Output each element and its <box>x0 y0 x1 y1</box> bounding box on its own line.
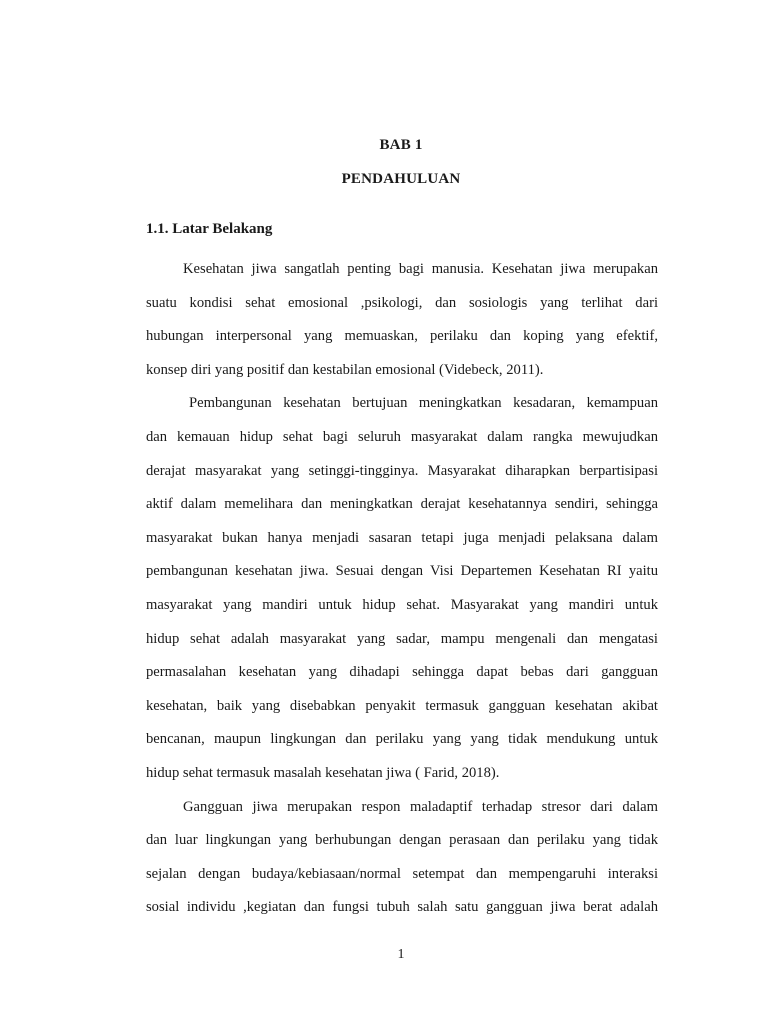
text-line: permasalahan kesehatan yang dihadapi sehingga dapat bebas dari gangguan <box>146 664 658 681</box>
text-line: masyarakat yang mandiri untuk hidup sehat. Masyarakat yang mandiri untuk <box>146 596 658 613</box>
text-line: Gangguan jiwa merupakan respon maladaptif terhadap stresor dari dalam <box>183 798 658 815</box>
text-line: hidup sehat adalah masyarakat yang sadar, mampu mengenali dan mengatasi <box>146 630 658 647</box>
body-text <box>146 253 658 925</box>
text-line: suatu kondisi sehat emosional ,psikologi, dan sosiologis yang terlihat dari <box>146 294 658 311</box>
text-line: dan luar lingkungan yang berhubungan dengan perasaan dan perilaku yang tidak <box>146 832 658 849</box>
paragraph <box>146 387 658 790</box>
text-line: sosial individu ,kegiatan dan fungsi tubuh salah satu gangguan jiwa berat adalah <box>146 899 658 916</box>
text-line: Kesehatan jiwa sangatlah penting bagi manusia. Kesehatan jiwa merupakan <box>183 261 658 277</box>
paragraph <box>146 791 658 925</box>
text-line: hubungan interpersonal yang memuaskan, perilaku dan koping yang efektif, <box>146 328 658 345</box>
text-line: bencanan, maupun lingkungan dan perilaku yang yang tidak mendukung untuk <box>146 731 658 748</box>
text-line: Pembangunan kesehatan bertujuan meningkatkan kesadaran, kemampuan <box>189 395 658 412</box>
chapter-title: PENDAHULUAN <box>341 171 461 187</box>
section-heading: 1.1. Latar Belakang <box>146 221 273 237</box>
text-line: derajat masyarakat yang setinggi-tingginya. Masyarakat diharapkan berpartisipasi <box>146 462 658 479</box>
text-line: sejalan dengan budaya/kebiasaan/normal setempat dan mempengaruhi interaksi <box>146 865 658 882</box>
text-line: aktif dalam memelihara dan meningkatkan derajat kesehatannya sendiri, sehingga <box>146 496 658 513</box>
text-line: konsep diri yang positif dan kestabilan emosional (Videbeck, 2011). <box>146 361 544 378</box>
text-line: masyarakat bukan hanya menjadi sasaran tetapi juga menjadi pelaksana dalam <box>146 529 658 546</box>
chapter-number: BAB 1 <box>379 137 423 153</box>
text-line: pembangunan kesehatan jiwa. Sesuai dengan Visi Departemen Kesehatan RI yaitu <box>146 563 658 580</box>
text-line: dan kemauan hidup sehat bagi seluruh masyarakat dalam rangka mewujudkan <box>146 428 658 445</box>
paragraph <box>146 253 658 387</box>
text-line: kesehatan, baik yang disebabkan penyakit termasuk gangguan kesehatan akibat <box>146 697 658 714</box>
page-number: 1 <box>397 947 405 962</box>
text-line: hidup sehat termasuk masalah kesehatan jiwa ( Farid, 2018). <box>146 764 500 781</box>
